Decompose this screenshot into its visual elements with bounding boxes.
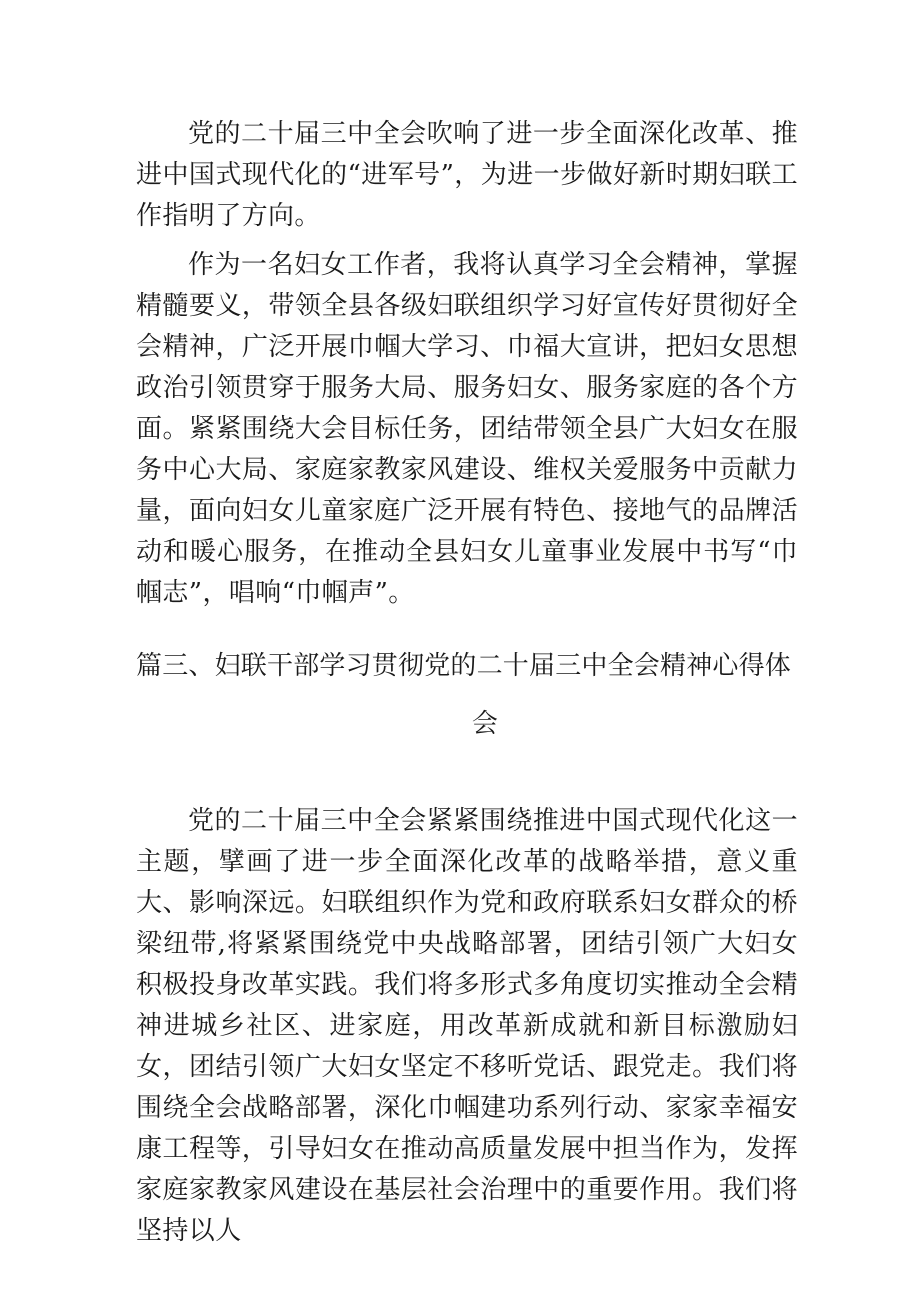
section-heading-line-1: 篇三、妇联干部学习贯彻党的二十届三中全会精神心得体	[136, 651, 792, 681]
body-paragraph: 党的二十届三中全会紧紧围绕推进中国式现代化这一主题，擘画了进一步全面深化改革的战略举措，意义重大、影响深远。妇联组织作为党和政府联系妇女群众的桥梁纽带,将紧紧围绕党中央战略部署，团结引领广大妇女积极投身改革实践。我们将多形式多角度切实推动全会精神进城乡社区、进家庭，用改革新成就和新目标激励妇女，团结引领广大妇女坚定不移听党话、跟党走。我们将围绕全会战略部署，深化巾帼建功系列行动、家家幸福安康工程等，引导妇女在推动高质量发展中担当作为，发挥家庭家教家风建设在基层社会治理中的重要作用。我们将坚持以人	[136, 806, 798, 1246]
body-paragraph: 作为一名妇女工作者，我将认真学习全会精神，掌握精髓要义，带领全县各级妇联组织学习好宣传好贯彻好全会精神，广泛开展巾帼大学习、巾福大宣讲，把妇女思想政治引领贯穿于服务大局、服务妇女、服务家庭的各个方面。紧紧围绕大会目标任务，团结带领全县广大妇女在服务中心大局、家庭家教家风建设、维权关爱服务中贡献力量，面向妇女儿童家庭广泛开展有特色、接地气的品牌活动和暖心服务，在推动全县妇女儿童事业发展中书写“巾帼志”，唱响“巾帼声”。	[136, 250, 798, 608]
section-heading	[136, 637, 798, 753]
section-heading-line-2: 会	[471, 709, 499, 739]
body-paragraph: 党的二十届三中全会吹响了进一步全面深化改革、推进中国式现代化的“进军号”，为进一步做好新时期妇联工作指明了方向。	[136, 119, 798, 231]
